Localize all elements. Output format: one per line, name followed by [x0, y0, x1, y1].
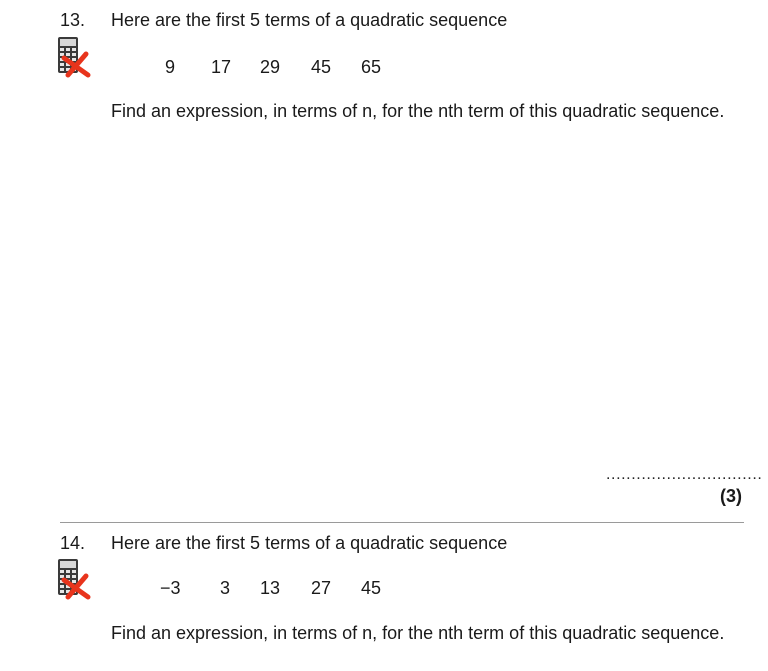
answer-line[interactable]: ...............................: [606, 466, 763, 483]
question-number: 14.: [60, 533, 86, 553]
question-prompt: Here are the first 5 terms of a quadratic sequence: [111, 533, 508, 553]
sequence-term: 45: [311, 57, 332, 77]
sequence-term: 17: [211, 57, 232, 77]
sequence-term: 3: [220, 578, 231, 598]
marks-label: (3): [720, 486, 742, 506]
sequence-term: 27: [311, 578, 332, 598]
question-instruction: Find an expression, in terms of n, for the nth term of this quadratic sequence.: [111, 623, 725, 643]
sequence-term: 9: [165, 57, 176, 77]
sequence-term: 13: [260, 578, 281, 598]
calculator-not-allowed-icon: [56, 558, 92, 598]
sequence-term: 65: [361, 57, 382, 77]
sequence-term: 45: [361, 578, 382, 598]
sequence-term: 29: [260, 57, 281, 77]
question-divider: [60, 522, 744, 523]
question-prompt: Here are the first 5 terms of a quadratic sequence: [111, 10, 508, 30]
calculator-not-allowed-icon: [56, 36, 92, 76]
question-instruction: Find an expression, in terms of n, for the nth term of this quadratic sequence.: [111, 101, 725, 121]
question-number: 13.: [60, 10, 86, 30]
sequence-term: −3: [160, 578, 181, 598]
